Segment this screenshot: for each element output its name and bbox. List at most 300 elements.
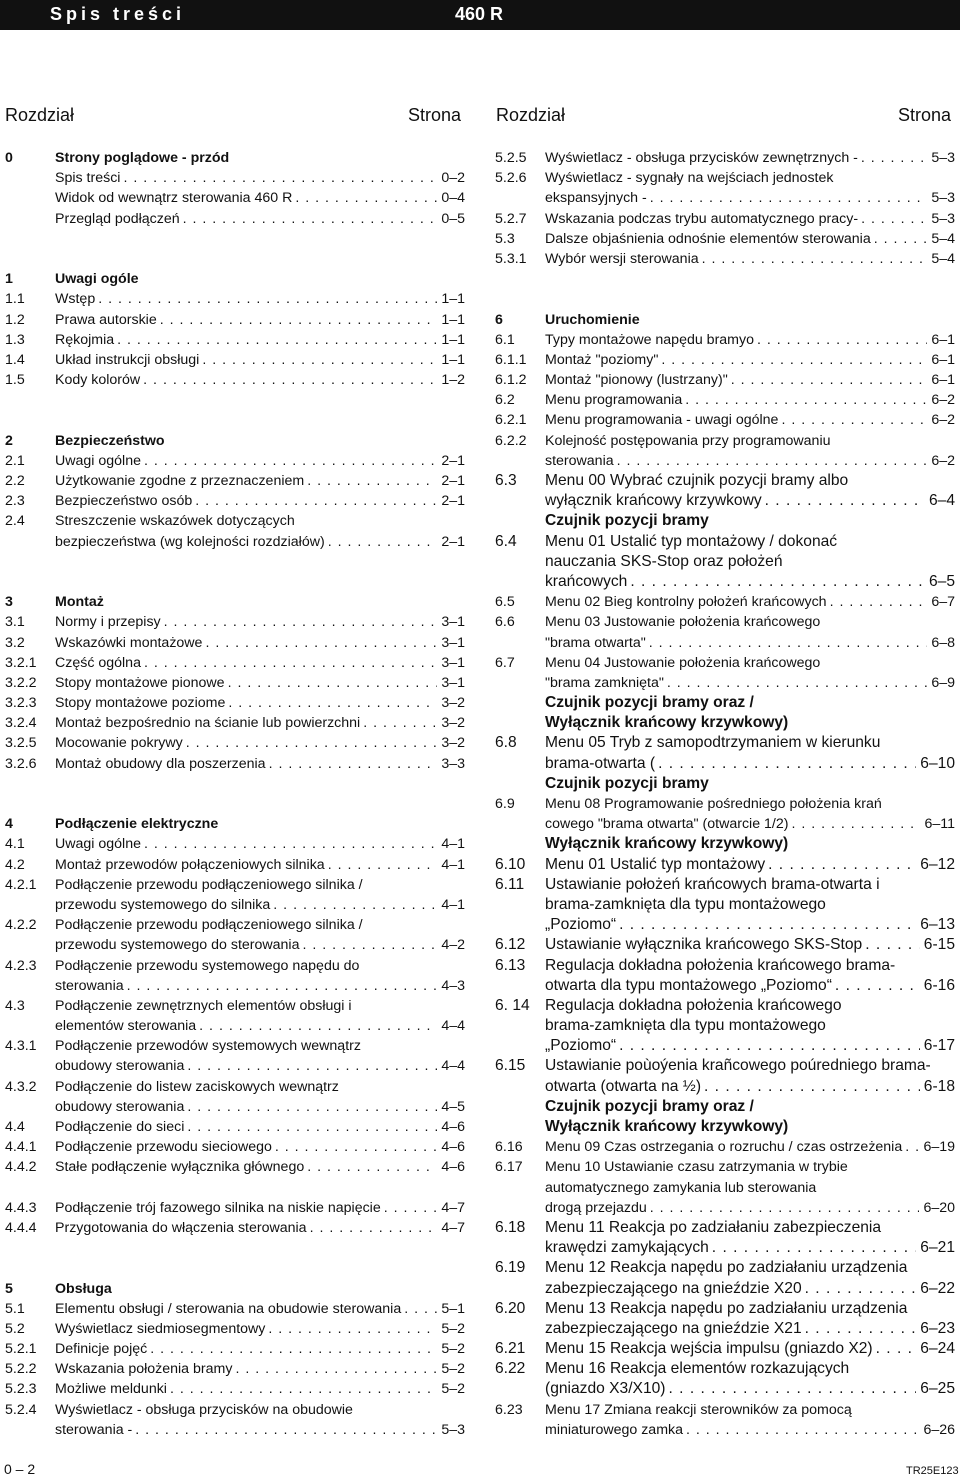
- toc-entry: [495, 1016, 955, 1036]
- toc-entry: [5, 814, 465, 834]
- toc-entry-page: 6–2: [931, 412, 955, 429]
- toc-entry-number: 6.2.2: [495, 432, 527, 449]
- toc-entry-page: 0–4: [441, 190, 465, 207]
- toc-entry-title: Podłączenie trój fazowego silnika na niskie napięcie: [55, 1199, 381, 1216]
- toc-entry: [5, 532, 465, 552]
- toc-entry: [495, 511, 955, 531]
- toc-entry: [5, 209, 465, 229]
- toc-entry: [495, 168, 955, 188]
- toc-entry-page: 6–1: [931, 331, 955, 348]
- toc-entry-number: 4.2.1: [5, 876, 37, 893]
- toc-entry: [495, 229, 955, 249]
- toc-entry-title: Streszczenie wskazówek dotyczących: [55, 513, 295, 530]
- toc-entry-page: 6–20: [923, 1199, 955, 1216]
- toc-entry-title: Stałe podłączenie wyłącznika głównego: [55, 1159, 305, 1176]
- toc-entry-number: 2: [5, 432, 13, 449]
- toc-leader-dots: [788, 814, 920, 834]
- toc-entry: [495, 1319, 955, 1339]
- toc-entry-page: 1–1: [441, 351, 465, 368]
- toc-entry-number: 4.3.2: [5, 1078, 37, 1095]
- toc-entry: [5, 976, 465, 996]
- toc-entry: [495, 1238, 955, 1258]
- toc-entry: [5, 491, 465, 511]
- toc-entry-page: 6–12: [920, 855, 955, 873]
- toc-leader-dots: [655, 754, 916, 774]
- toc-spacer: [5, 1258, 465, 1278]
- toc-entry-page: 4–4: [441, 1018, 465, 1035]
- toc-entry: [5, 1319, 465, 1339]
- toc-entry-title: ekspansyjnych -: [545, 190, 647, 207]
- toc-entry-page: 6–21: [920, 1239, 955, 1257]
- toc-leader-dots: [147, 1339, 437, 1359]
- toc-entry: [495, 410, 955, 430]
- toc-entry: [495, 1036, 955, 1056]
- toc-entry-page: 5–3: [931, 210, 955, 227]
- toc-leader-dots: [873, 1339, 917, 1359]
- toc-entry: [5, 612, 465, 632]
- toc-entry-title: Wskazówki montażowe: [55, 634, 203, 651]
- toc-leader-dots: [114, 330, 437, 350]
- toc-leader-dots: [265, 1319, 437, 1339]
- toc-entry-title: Wyświetlacz - obsługa przycisków na obudowie: [55, 1401, 353, 1418]
- toc-entry-number: 6.15: [495, 1057, 526, 1075]
- toc-entry-number: 4: [5, 816, 13, 833]
- toc-entry-title: Podłączenie przewodu podłączeniowego silnika /: [55, 876, 363, 893]
- toc-entry-title: otwarta (otwarta na ½): [545, 1077, 702, 1095]
- toc-entry: [5, 1137, 465, 1157]
- toc-entry-number: 2.1: [5, 452, 25, 469]
- toc-right-column: [495, 148, 955, 1440]
- toc-entry: [495, 996, 955, 1016]
- toc-entry: [5, 471, 465, 491]
- toc-entry-title: "brama otwarta": [545, 634, 646, 651]
- toc-entry: [5, 1218, 465, 1238]
- toc-entry-title: Menu 10 Ustawianie czasu zatrzymania w trybie: [545, 1159, 848, 1176]
- toc-entry-title: Menu programowania: [545, 392, 683, 409]
- toc-entry: [5, 1299, 465, 1319]
- toc-entry: [495, 532, 955, 552]
- toc-leader-dots: [699, 249, 928, 269]
- toc-leader-dots: [232, 1359, 437, 1379]
- toc-entry-title: Menu 09 Czas ostrzegania o rozruchu / czas ostrzeżenia: [545, 1139, 903, 1156]
- toc-entry-title: Spis treści: [55, 170, 121, 187]
- toc-entry-number: 6.3: [495, 472, 517, 489]
- toc-entry-page: 5–3: [931, 190, 955, 207]
- toc-entry-number: 6.7: [495, 654, 515, 671]
- toc-entry-page: 4–1: [441, 856, 465, 873]
- toc-entry: [495, 1299, 955, 1319]
- toc-entry-number: 6.21: [495, 1340, 526, 1358]
- toc-entry-number: 3.2.1: [5, 654, 37, 671]
- toc-leader-dots: [140, 370, 437, 390]
- toc-entry-title: Podłączenie przewodów systemowych wewnątrz: [55, 1038, 361, 1055]
- toc-entry: [495, 976, 955, 996]
- toc-spacer: [5, 572, 465, 592]
- toc-leader-dots: [401, 1299, 437, 1319]
- toc-entry-number: 4.3: [5, 997, 25, 1014]
- toc-entry-page: 5–2: [441, 1381, 465, 1398]
- toc-entry-title: Ustawianie wyłącznika krańcowego SKS-Stop: [545, 936, 863, 954]
- toc-entry-page: 1–1: [441, 311, 465, 328]
- toc-entry: [495, 491, 955, 511]
- toc-entry: [5, 1117, 465, 1137]
- toc-entry-title: Uwagi ogóle: [55, 271, 139, 288]
- toc-entry-number: 3.2.6: [5, 755, 37, 772]
- toc-entry: [495, 431, 955, 451]
- toc-entry-number: 3.2.5: [5, 735, 37, 752]
- left-section-label: Rozdział: [5, 105, 75, 125]
- toc-entry-title: nauczania SKS-Stop oraz położeń: [545, 552, 783, 570]
- toc-entry-number: 0: [5, 150, 13, 166]
- toc-leader-dots: [192, 491, 437, 511]
- toc-entry-title: zabezpieczającego na gnieździe X20: [545, 1279, 802, 1297]
- toc-leader-dots: [180, 209, 438, 229]
- toc-entry-number: 5.2.5: [495, 150, 527, 166]
- toc-entry-title: Menu 15 Reakcja wejścia impulsu (gniazdo X2): [545, 1340, 873, 1358]
- toc-entry-page: 6-18: [923, 1077, 955, 1095]
- toc-entry: [5, 1339, 465, 1359]
- toc-entry: [5, 511, 465, 531]
- toc-entry-page: 4–5: [441, 1098, 465, 1115]
- toc-leader-dots: [647, 1198, 920, 1218]
- toc-entry: [5, 1420, 465, 1440]
- toc-entry-title: Menu 12 Reakcja napędu po zadziałaniu urządzenia: [545, 1259, 908, 1277]
- toc-entry-title: Menu 01 Ustalić typ montażowy / dokonać: [545, 532, 838, 550]
- toc-entry-title: Układ instrukcji obsługi: [55, 351, 200, 368]
- toc-entry: [5, 956, 465, 976]
- toc-entry-page: 6–24: [920, 1340, 955, 1358]
- toc-entry-title: Menu 11 Reakcja po zadziałaniu zabezpieczenia: [545, 1218, 882, 1236]
- toc-entry-title: Elementu obsługi / sterowania na obudowie sterowania: [55, 1300, 402, 1317]
- toc-entry: [495, 956, 955, 976]
- toc-spacer: [5, 1178, 465, 1198]
- toc-entry-page: 3–1: [441, 614, 465, 631]
- toc-entry-title: przewodu systemowego do silnika: [55, 896, 271, 913]
- toc-entry: [5, 1198, 465, 1218]
- toc-entry-title: Część ogólna: [55, 654, 141, 671]
- toc-entry-title: Strony poglądowe - przód: [55, 150, 230, 166]
- header-model: 460 R: [455, 4, 504, 24]
- toc-entry-number: 6.1: [495, 331, 515, 348]
- toc-entry: [495, 1258, 955, 1278]
- toc-entry-number: 6.8: [495, 734, 517, 752]
- toc-entry-number: 5.3.1: [495, 250, 527, 267]
- toc-leader-dots: [682, 390, 927, 410]
- toc-entry-title: „Poziomo“: [545, 916, 617, 934]
- toc-leader-dots: [225, 693, 437, 713]
- toc-entry-title: Uwagi ogólne: [55, 836, 141, 853]
- toc-spacer: [495, 269, 955, 289]
- toc-leader-dots: [202, 633, 437, 653]
- toc-leader-dots: [196, 1016, 437, 1036]
- toc-leader-dots: [664, 673, 927, 693]
- toc-entry: [495, 350, 955, 370]
- toc-entry: [5, 633, 465, 653]
- toc-entry-title: drogą przejazdu: [545, 1199, 647, 1216]
- toc-entry: [495, 188, 955, 208]
- toc-entry-number: 4.2.3: [5, 957, 37, 974]
- toc-entry-number: 4.4.4: [5, 1219, 37, 1236]
- toc-entry-title: Wstęp: [55, 291, 96, 308]
- toc-entry-title: Regulacja dokładna położenia krańcowego: [545, 996, 842, 1014]
- toc-entry-page: 3–1: [441, 674, 465, 691]
- toc-entry-title: cowego "brama otwarta" (otwarcie 1/2): [545, 816, 789, 833]
- toc-entry-title: Dalsze objaśnienia odnośnie elementów sterowania: [545, 230, 871, 247]
- toc-entry-title: Montaż: [55, 594, 104, 611]
- toc-entry-title: Definicje pojęć: [55, 1341, 148, 1358]
- toc-entry: [5, 1379, 465, 1399]
- toc-entry-number: 3: [5, 594, 13, 611]
- toc-entry-title: automatycznego zamykania lub sterowania: [545, 1179, 817, 1196]
- toc-leader-dots: [658, 350, 927, 370]
- toc-spacer: [5, 410, 465, 430]
- toc-entry: [5, 350, 465, 370]
- toc-leader-dots: [701, 1077, 920, 1097]
- toc-entry-title: bezpieczeństwa (wg kolejności rozdziałów): [55, 533, 325, 550]
- toc-entry-number: 4.4.1: [5, 1139, 37, 1156]
- toc-entry-number: 4.4.2: [5, 1159, 37, 1176]
- toc-leader-dots: [183, 733, 438, 753]
- toc-entry: [495, 693, 955, 713]
- toc-entry: [5, 370, 465, 390]
- toc-entry: [5, 915, 465, 935]
- header-title: Spis treści: [50, 4, 186, 24]
- toc-entry: [495, 1339, 955, 1359]
- toc-entry-title: przewodu systemowego do sterowania: [55, 937, 300, 954]
- toc-entry-title: Montaż "poziomy": [545, 351, 659, 368]
- toc-spacer: [5, 249, 465, 269]
- toc-entry: [5, 693, 465, 713]
- toc-entry-title: Wyświetlacz - obsługa przycisków zewnętrznych -: [545, 150, 858, 166]
- toc-entry: [495, 612, 955, 632]
- toc-entry-title: obudowy sterowania: [55, 1058, 185, 1075]
- toc-entry: [5, 713, 465, 733]
- toc-entry-number: 5.1: [5, 1300, 25, 1317]
- toc-entry-page: 2–1: [441, 493, 465, 510]
- toc-leader-dots: [167, 1379, 437, 1399]
- toc-entry-page: 4–3: [441, 977, 465, 994]
- toc-entry-title: Typy montażowe napędu bramyo: [545, 331, 754, 348]
- toc-entry: [495, 794, 955, 814]
- toc-entry: [5, 875, 465, 895]
- toc-entry-number: 3.1: [5, 614, 25, 631]
- toc-leader-dots: [304, 471, 437, 491]
- toc-entry-page: 2–1: [441, 473, 465, 489]
- toc-leader-dots: [902, 1137, 919, 1157]
- toc-entry: [495, 754, 955, 774]
- toc-entry-title: Ustawianie położeń krańcowych brama-otwarta i: [545, 875, 880, 893]
- toc-entry-page: 4–6: [441, 1159, 465, 1176]
- toc-entry: [495, 1097, 955, 1117]
- toc-entry-page: 5–4: [931, 230, 955, 247]
- toc-entry-number: 6. 14: [495, 996, 530, 1014]
- toc-entry: [495, 673, 955, 693]
- toc-entry-title: Stopy montażowe pionowe: [55, 674, 225, 691]
- toc-entry-page: 0–5: [441, 210, 465, 227]
- toc-entry: [5, 330, 465, 350]
- toc-entry-title: Wyłącznik krańcowy krzywkowy): [545, 714, 789, 732]
- toc-leader-dots: [858, 209, 927, 229]
- toc-leader-dots: [120, 168, 437, 188]
- toc-entry-title: Podłączenie elektryczne: [55, 816, 219, 833]
- toc-entry-number: 3.2.4: [5, 715, 37, 732]
- toc-entry-title: Bezpieczeństwo osób: [55, 493, 193, 510]
- toc-leader-dots: [754, 330, 927, 350]
- document-code: TR25E123: [906, 1465, 959, 1477]
- toc-entry: [5, 1359, 465, 1379]
- toc-entry-number: 6.2: [495, 392, 515, 409]
- toc-entry-title: Kody kolorów: [55, 372, 141, 389]
- toc-entry-title: zabezpieczającego na gnieździe X21: [545, 1319, 802, 1337]
- toc-entry-page: 6–8: [931, 634, 955, 651]
- page-number: 0 – 2: [4, 1461, 36, 1477]
- toc-entry-number: 6.11: [495, 875, 525, 893]
- toc-entry-page: 2–1: [441, 452, 465, 469]
- toc-entry-page: 5–2: [441, 1320, 465, 1337]
- toc-entry-page: 6–22: [920, 1279, 955, 1297]
- toc-entry-title: Wyłącznik krańcowy krzywkowy): [545, 1118, 789, 1135]
- toc-entry: [5, 653, 465, 673]
- toc-entry-title: Możliwe meldunki: [55, 1381, 167, 1398]
- toc-entry: [5, 188, 465, 208]
- toc-entry: [495, 1056, 955, 1076]
- toc-leader-dots: [225, 673, 438, 693]
- toc-spacer: [5, 774, 465, 794]
- toc-entry-number: 4.2.2: [5, 917, 37, 934]
- toc-leader-dots: [157, 310, 438, 330]
- toc-entry-number: 5.2.6: [495, 170, 527, 187]
- toc-entry: [5, 733, 465, 753]
- toc-spacer: [5, 390, 465, 410]
- toc-entry-page: 3–2: [441, 735, 465, 752]
- toc-entry: [5, 269, 465, 289]
- toc-entry-title: Menu 01 Ustalić typ montażowy: [545, 855, 766, 873]
- toc-leader-dots: [616, 1036, 920, 1056]
- toc-entry-number: 5: [5, 1280, 13, 1297]
- toc-entry: [495, 148, 955, 168]
- toc-entry-title: Przygotowania do włączenia sterowania: [55, 1219, 307, 1236]
- toc-leader-dots: [184, 1117, 437, 1137]
- toc-entry-title: Wyświetlacz siedmiosegmentowy: [55, 1320, 266, 1337]
- toc-entry-title: brama-zamknięta dla typu montażowego: [545, 1017, 826, 1035]
- toc-entry: [495, 895, 955, 915]
- toc-entry-number: 2.3: [5, 493, 25, 510]
- toc-entry-page: 6–2: [931, 392, 955, 409]
- toc-leader-dots: [627, 572, 925, 592]
- toc-entry-title: Wybór wersji sterowania: [545, 250, 699, 267]
- toc-entry: [495, 1420, 955, 1440]
- toc-entry-page: 4–1: [441, 836, 465, 853]
- toc-entry-number: 3.2.3: [5, 695, 37, 712]
- toc-entry: [495, 1198, 955, 1218]
- toc-entry: [495, 1137, 955, 1157]
- toc-entry: [495, 774, 955, 794]
- toc-entry-title: Podłączenie do sieci: [55, 1119, 185, 1135]
- toc-entry-title: Menu 02 Bieg kontrolny położeń krańcowych: [545, 594, 827, 611]
- toc-entry-title: Czujnik pozycji bramy oraz /: [545, 694, 754, 712]
- toc-entry-number: 3.2.2: [5, 674, 37, 691]
- toc-entry: [495, 1279, 955, 1299]
- toc-entry-page: 6–11: [924, 816, 955, 833]
- toc-entry: [5, 834, 465, 854]
- toc-entry-number: 6.5: [495, 594, 515, 611]
- toc-entry-page: 1–2: [441, 372, 465, 389]
- toc-entry-number: 6.4: [495, 532, 517, 550]
- toc-leader-dots: [728, 370, 928, 390]
- toc-leader-dots: [709, 1238, 917, 1258]
- toc-entry-number: 6.18: [495, 1218, 526, 1236]
- toc-entry-number: 6.1.2: [495, 372, 527, 389]
- toc-entry-page: 6–7: [931, 594, 955, 611]
- toc-entry-page: 6–26: [923, 1421, 955, 1438]
- toc-entry-page: 6–10: [920, 754, 955, 772]
- toc-entry: [5, 148, 465, 168]
- toc-entry-page: 6–9: [931, 674, 955, 691]
- toc-leader-dots: [141, 834, 437, 854]
- header-bar: [0, 0, 960, 30]
- toc-entry: [5, 1056, 465, 1076]
- toc-leader-dots: [124, 976, 438, 996]
- toc-spacer: [5, 1238, 465, 1258]
- toc-entry-page: 4–6: [441, 1119, 465, 1135]
- toc-entry: [495, 572, 955, 592]
- toc-leader-dots: [765, 855, 916, 875]
- toc-entry-number: 1.1: [5, 291, 25, 308]
- toc-entry-number: 1.2: [5, 311, 25, 328]
- toc-entry-page: 5–3: [931, 150, 955, 166]
- toc-entry-number: 5.3: [495, 230, 515, 247]
- toc-entry-number: 6: [495, 311, 503, 328]
- toc-entry: [495, 733, 955, 753]
- toc-entry-number: 1: [5, 271, 13, 288]
- toc-entry: [5, 673, 465, 693]
- toc-entry-title: Montaż obudowy dla poszerzenia: [55, 755, 266, 772]
- toc-entry-number: 6.19: [495, 1259, 526, 1277]
- toc-entry-number: 6.23: [495, 1401, 523, 1418]
- toc-entry: [495, 390, 955, 410]
- toc-entry-title: Menu 13 Reakcja napędu po zadziałaniu urządzenia: [545, 1299, 908, 1317]
- toc-entry-title: Widok od wewnątrz sterowania 460 R: [55, 190, 293, 207]
- toc-spacer: [5, 794, 465, 814]
- right-page-label: Strona: [898, 105, 952, 125]
- toc-entry-page: 5–2: [441, 1341, 465, 1358]
- toc-entry-number: 1.5: [5, 372, 25, 389]
- toc-leader-dots: [646, 633, 928, 653]
- toc-entry-number: 2.2: [5, 473, 25, 489]
- toc-entry: [495, 249, 955, 269]
- toc-spacer: [5, 229, 465, 249]
- toc-entry-number: 5.2: [5, 1320, 25, 1337]
- toc-entry: [495, 814, 955, 834]
- toc-entry-page: 3–1: [441, 654, 465, 671]
- toc-entry-number: 4.4.3: [5, 1199, 37, 1216]
- toc-entry-title: Wskazania położenia bramy: [55, 1361, 233, 1378]
- toc-entry-title: Mocowanie pokrywy: [55, 735, 183, 752]
- toc-entry-page: 6–25: [920, 1380, 955, 1398]
- toc-leader-dots: [762, 491, 925, 511]
- toc-entry-title: miniaturowego zamka: [545, 1421, 683, 1438]
- toc-entry-title: Menu 08 Programowanie pośredniego położenia krań: [545, 796, 882, 812]
- toc-entry-title: Uruchomienie: [545, 311, 640, 328]
- toc-entry: [5, 1077, 465, 1097]
- toc-entry-page: 4–2: [441, 937, 465, 954]
- toc-leader-dots: [161, 612, 438, 632]
- toc-entry-title: Menu 00 Wybrać czujnik pozycji bramy albo: [545, 472, 849, 489]
- toc-entry-number: 6.22: [495, 1360, 526, 1378]
- toc-entry-page: 6–1: [931, 372, 955, 389]
- toc-entry: [495, 653, 955, 673]
- toc-entry-page: 6-16: [923, 976, 955, 994]
